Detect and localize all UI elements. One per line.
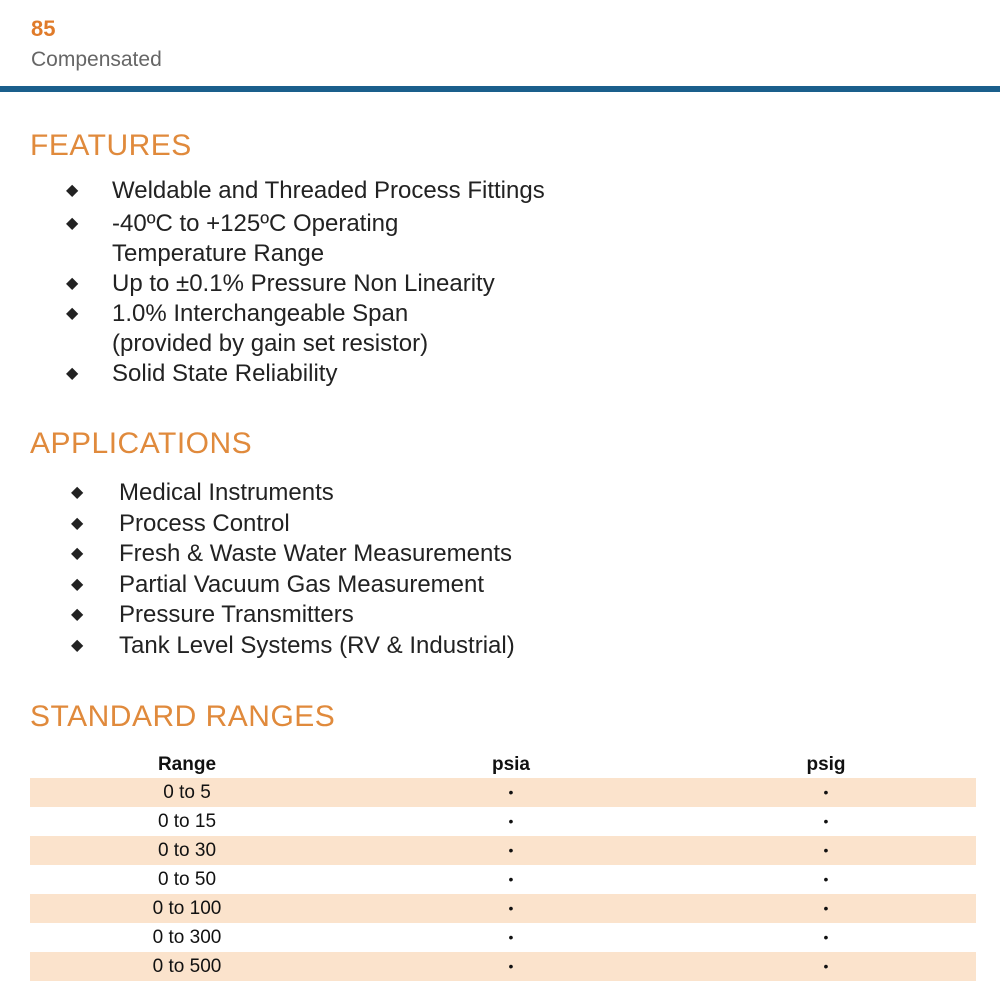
psia-cell: •: [508, 842, 514, 858]
application-text: Partial Vacuum Gas Measurement: [119, 570, 485, 598]
ranges-table-header: [30, 752, 976, 778]
feature-text: Solid State Reliability: [112, 360, 338, 387]
model-subtitle: Compensated: [31, 48, 162, 71]
psig-cell: •: [823, 813, 829, 829]
feature-text-continued: (provided by gain set resistor): [112, 330, 429, 357]
application-text: Tank Level Systems (RV & Industrial): [119, 631, 515, 659]
table-row: [30, 865, 976, 894]
psig-cell: •: [823, 784, 829, 800]
psia-cell: •: [508, 784, 514, 800]
bullet-icon: ◆: [66, 215, 79, 232]
list-item: [71, 509, 515, 540]
list-item: [71, 631, 515, 662]
bullet-icon: ◆: [71, 606, 84, 623]
bullet-icon: ◆: [71, 545, 84, 562]
header-divider: [0, 86, 1000, 92]
list-item: [71, 600, 515, 631]
bullet-icon: ◆: [71, 575, 84, 593]
bullet-icon: ◆: [66, 275, 79, 292]
feature-text: 1.0% Interchangeable Span: [112, 300, 409, 327]
bullet-icon: ◆: [71, 484, 84, 501]
application-text: Pressure Transmitters: [119, 601, 354, 628]
features-list: [66, 176, 545, 389]
psig-cell: •: [823, 842, 829, 858]
ranges-table-body: [30, 778, 976, 981]
list-item: [66, 269, 545, 299]
psig-cell: •: [823, 900, 829, 916]
feature-text: Weldable and Threaded Process Fittings: [112, 177, 545, 204]
column-header-range: Range: [157, 754, 217, 775]
list-item: [71, 478, 515, 509]
list-item: [66, 299, 545, 359]
model-number: 85: [31, 16, 56, 41]
range-cell: 0 to 500: [152, 956, 222, 977]
bullet-icon: ◆: [66, 182, 79, 199]
bullet-icon: ◆: [71, 514, 84, 532]
feature-text: -40ºC to +125ºC Operating: [112, 210, 399, 237]
bullet-icon: ◆: [71, 636, 84, 654]
psig-cell: •: [823, 871, 829, 887]
table-row: [30, 894, 976, 923]
application-text: Process Control: [119, 509, 290, 537]
table-row: [30, 836, 976, 865]
feature-text: Up to ±0.1% Pressure Non Linearity: [112, 270, 495, 297]
bullet-icon: ◆: [66, 305, 79, 322]
column-header-psia: psia: [491, 754, 531, 775]
psia-cell: •: [508, 813, 514, 829]
list-item: [71, 539, 515, 570]
range-cell: 0 to 100: [152, 898, 222, 919]
range-cell: 0 to 5: [163, 782, 211, 803]
psig-cell: •: [823, 929, 829, 945]
range-cell: 0 to 300: [152, 927, 222, 948]
psia-cell: •: [508, 958, 514, 974]
features-heading: FEATURES: [30, 129, 192, 162]
table-row: [30, 807, 976, 836]
feature-text-continued: Temperature Range: [112, 240, 325, 267]
psia-cell: •: [508, 871, 514, 887]
application-text: Fresh & Waste Water Measurements: [119, 540, 512, 567]
list-item: [66, 359, 545, 389]
table-row: [30, 952, 976, 981]
psia-cell: •: [508, 900, 514, 916]
list-item: [66, 176, 545, 206]
list-item: [66, 209, 545, 269]
list-item: [71, 570, 515, 601]
range-cell: 0 to 50: [157, 869, 217, 890]
applications-heading: APPLICATIONS: [30, 427, 253, 460]
range-cell: 0 to 30: [157, 840, 217, 861]
table-row: [30, 923, 976, 952]
applications-list: [71, 478, 515, 661]
standard-ranges-heading: STANDARD RANGES: [30, 700, 336, 733]
psia-cell: •: [508, 929, 514, 945]
application-text: Medical Instruments: [119, 479, 334, 506]
table-row: [30, 778, 976, 807]
psig-cell: •: [823, 958, 829, 974]
bullet-icon: ◆: [66, 365, 79, 382]
column-header-psig: psig: [806, 754, 846, 775]
range-cell: 0 to 15: [157, 811, 217, 832]
